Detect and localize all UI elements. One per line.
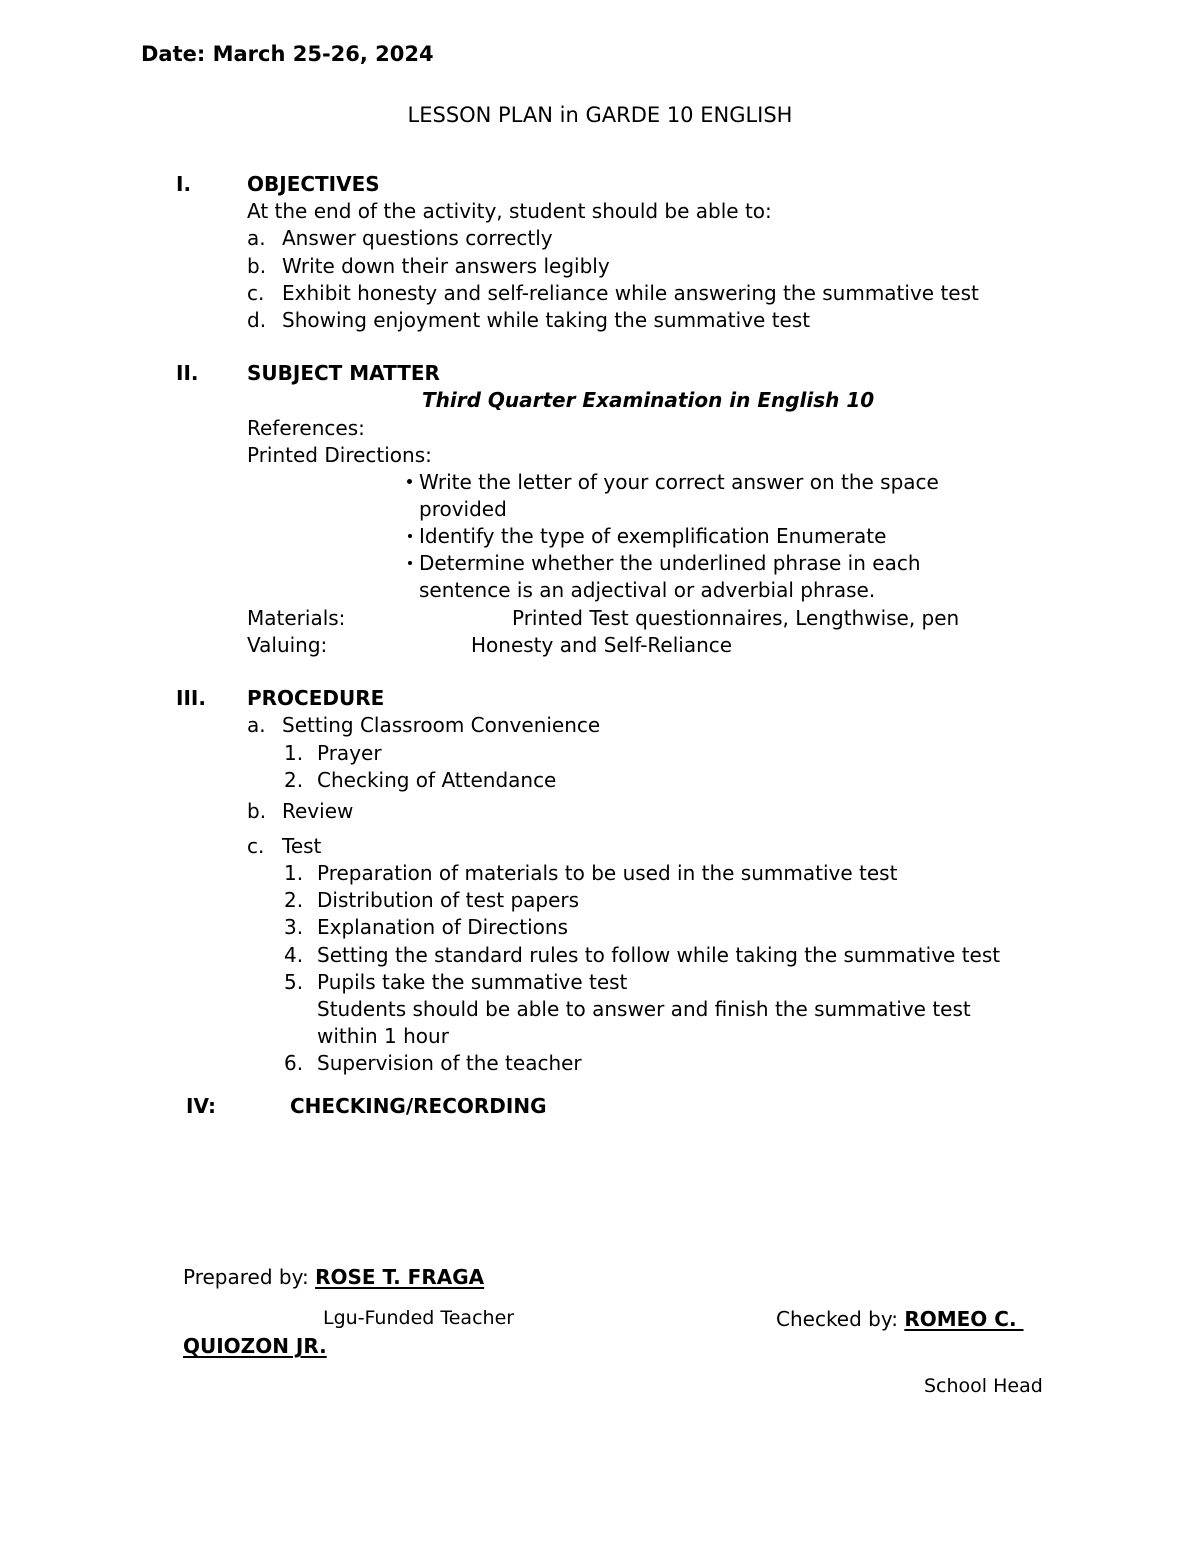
objectives-intro: At the end of the activity, student should be able to: (247, 199, 772, 223)
procedure-c-sub-marker-1: 1. (284, 861, 304, 885)
objective-marker-d: d. (247, 308, 267, 332)
subject-matter-heading: SUBJECT MATTER (247, 361, 440, 385)
checked-by-label: Checked by: (776, 1307, 905, 1331)
objective-item-a: Answer questions correctly (282, 226, 553, 250)
direction-item-1: Write the letter of your correct answer on the space (419, 470, 939, 494)
objectives-heading: OBJECTIVES (247, 172, 380, 196)
prepared-by-name: ROSE T. FRAGA (315, 1265, 485, 1289)
procedure-c-sub-marker-4: 4. (284, 943, 304, 967)
procedure-c-sub-marker-5: 5. (284, 970, 304, 994)
procedure-c-sub-5: Pupils take the summative test (317, 970, 628, 994)
checked-by-name-part2: QUIOZON JR. (183, 1334, 327, 1358)
subject-matter-numeral: II. (176, 361, 199, 385)
prepared-by-label: Prepared by: (183, 1265, 316, 1289)
objectives-numeral: I. (176, 172, 192, 196)
objective-item-c: Exhibit honesty and self-reliance while answering the summative test (282, 281, 979, 305)
objective-marker-a: a. (247, 226, 266, 250)
procedure-c-note-line2: within 1 hour (317, 1024, 449, 1048)
valuing-value: Honesty and Self-Reliance (471, 633, 733, 657)
procedure-marker-c: c. (247, 834, 265, 858)
objective-item-b: Write down their answers legibly (282, 254, 610, 278)
procedure-marker-a: a. (247, 713, 266, 737)
procedure-item-c: Test (282, 834, 322, 858)
materials-label: Materials: (247, 606, 346, 630)
objective-marker-b: b. (247, 254, 267, 278)
materials-value: Printed Test questionnaires, Lengthwise, pen (512, 606, 960, 630)
procedure-item-b: Review (282, 799, 354, 823)
subject-topic: Third Quarter Examination in English 10 (422, 388, 875, 412)
procedure-c-sub-marker-3: 3. (284, 915, 304, 939)
procedure-marker-b: b. (247, 799, 267, 823)
objective-item-d: Showing enjoyment while taking the summative test (282, 308, 811, 332)
checked-by-name-part1: ROMEO C. (904, 1307, 1024, 1331)
procedure-a-sub-2: Checking of Attendance (317, 768, 557, 792)
procedure-a-sub-1: Prayer (317, 741, 382, 765)
objective-marker-c: c. (247, 281, 265, 305)
directions-label: Printed Directions: (247, 443, 432, 467)
direction-item-1-cont: provided (419, 497, 507, 521)
references-label: References: (247, 416, 365, 440)
procedure-numeral: III. (176, 686, 206, 710)
procedure-c-sub-3: Explanation of Directions (317, 915, 568, 939)
direction-item-2: Identify the type of exemplification Enumerate (419, 524, 887, 548)
checked-by (776, 1307, 1024, 1331)
checked-by-role: School Head (924, 1375, 1043, 1397)
procedure-c-sub-4: Setting the standard rules to follow while taking the summative test (317, 943, 1001, 967)
procedure-c-sub-1: Preparation of materials to be used in the summative test (317, 861, 898, 885)
procedure-c-sub-marker-6: 6. (284, 1051, 304, 1075)
direction-item-3: Determine whether the underlined phrase in each (419, 551, 921, 575)
bullet-icon (408, 534, 412, 538)
procedure-c-note-line1: Students should be able to answer and finish the summative test (317, 997, 971, 1021)
bullet-icon (407, 479, 412, 484)
procedure-a-sub-marker-1: 1. (284, 741, 304, 765)
bullet-icon (408, 561, 412, 565)
checking-heading: CHECKING/RECORDING (290, 1094, 547, 1118)
procedure-item-a: Setting Classroom Convenience (282, 713, 601, 737)
date-line: Date: March 25-26, 2024 (141, 42, 434, 66)
direction-item-3-cont: sentence is an adjectival or adverbial phrase. (419, 578, 876, 602)
prepared-by-role: Lgu-Funded Teacher (323, 1307, 515, 1329)
checking-numeral: IV: (186, 1094, 217, 1118)
prepared-by (183, 1265, 484, 1289)
procedure-c-sub-marker-2: 2. (284, 888, 304, 912)
procedure-c-sub-6: Supervision of the teacher (317, 1051, 582, 1075)
procedure-a-sub-marker-2: 2. (284, 768, 304, 792)
procedure-c-sub-2: Distribution of test papers (317, 888, 580, 912)
procedure-heading: PROCEDURE (247, 686, 385, 710)
valuing-label: Valuing: (247, 633, 328, 657)
page-title: LESSON PLAN in GARDE 10 ENGLISH (407, 103, 793, 127)
